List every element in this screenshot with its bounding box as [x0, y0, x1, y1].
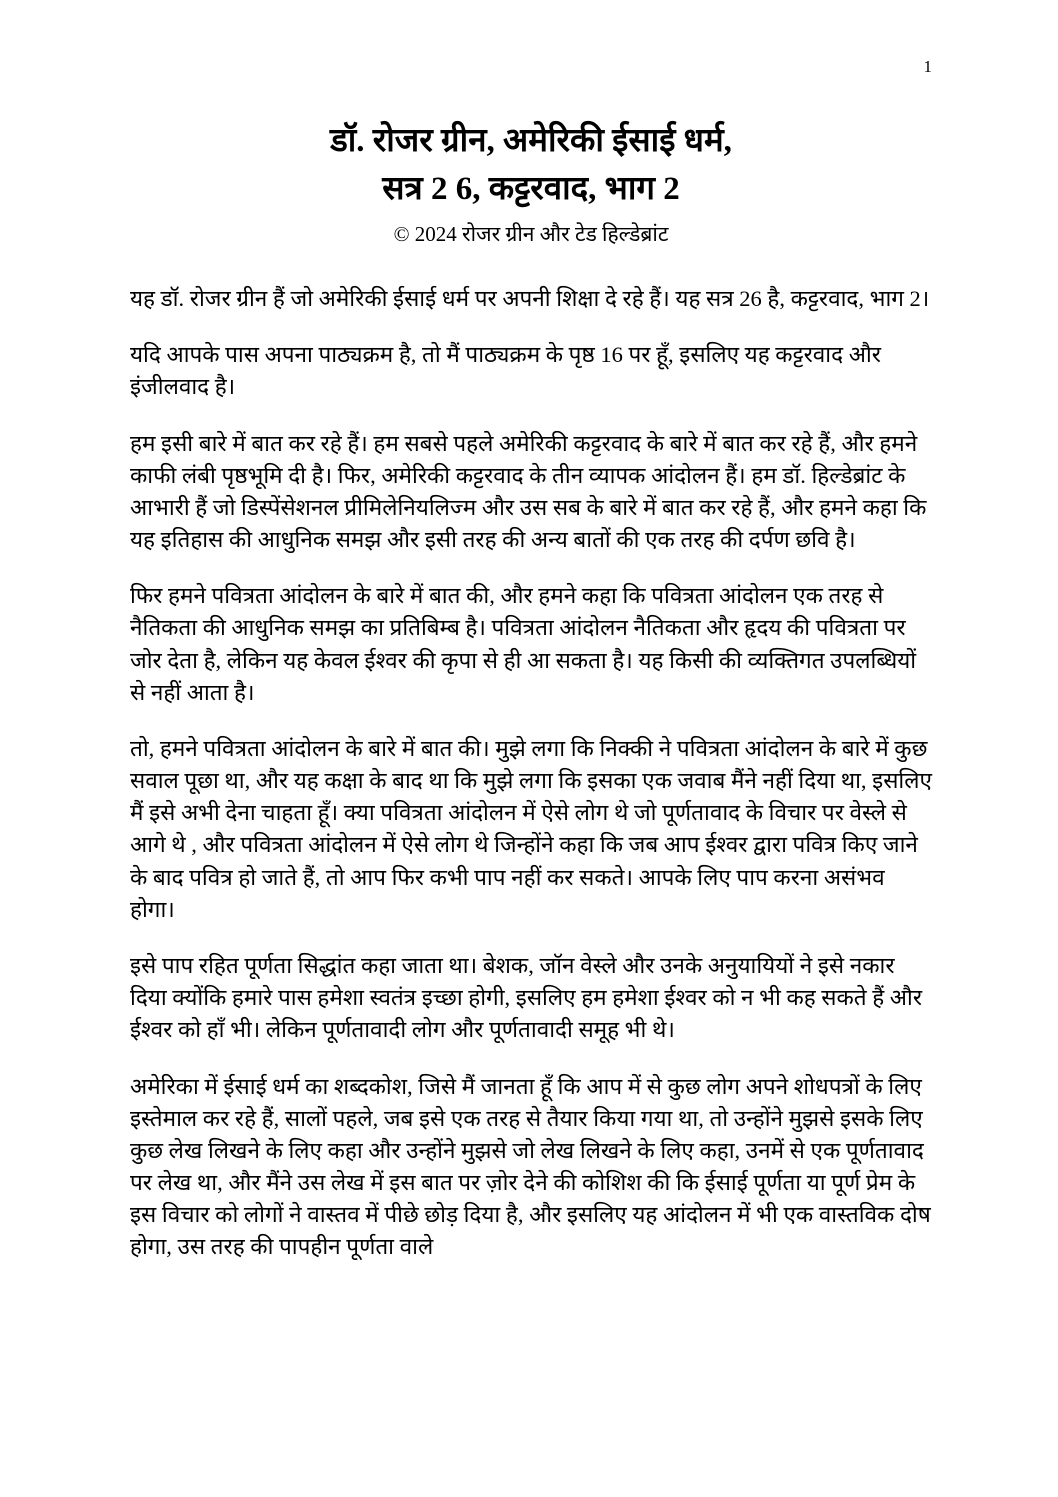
document-title-line-2: सत्र 2 6, कट्टरवाद, भाग 2 — [382, 170, 680, 207]
body-text — [130, 283, 932, 1263]
paragraph-7: अमेरिका में ईसाई धर्म का शब्दकोश, जिसे मैं जानता हूँ कि आप में से कुछ लोग अपने शोधपत्रों के लिए इस्तेमाल कर रहे हैं, सालों पहले, जब इसे एक तरह से तैयार किया गया था, तो उन्होंने मुझसे इसके लिए कुछ लेख लिखने के लिए कहा और उन्होंने मुझसे जो लेख लिखने के लिए कहा, उनमें से एक पूर्णतावाद पर लेख था, और मैंने उस लेख में इस बात पर ज़ोर देने की कोशिश की कि ईसाई पूर्णता या पूर्ण प्रेम के इस विचार को लोगों ने वास्तव में पीछे छोड़ दिया है, और इसलिए यह आंदोलन में भी एक वास्तविक दोष होगा, उस तरह की पापहीन पूर्णता वाले — [130, 1073, 931, 1260]
paragraph-6: इसे पाप रहित पूर्णता सिद्धांत कहा जाता था। बेशक, जॉन वेस्ले और उनके अनुयायियों ने इसे नकार दिया क्योंकि हमारे पास हमेशा स्वतंत्र इच्छा होगी, इसलिए हम हमेशा ईश्वर को न भी कह सकते हैं और ईश्वर को हाँ भी। लेकिन पूर्णतावादी लोग और पूर्णतावादी समूह भी थे। — [130, 953, 923, 1043]
paragraph-4: फिर हमने पवित्रता आंदोलन के बारे में बात की, और हमने कहा कि पवित्रता आंदोलन एक तरह से नैतिकता की आधुनिक समझ का प्रतिबिम्ब है। पवित्रता आंदोलन नैतिकता और हृदय की पवित्रता पर जोर देता है, लेकिन यह केवल ईश्वर की कृपा से ही आ सकता है। यह किसी की व्यक्तिगत उपलब्धियों से नहीं आता है। — [130, 583, 917, 705]
document-title-line-1: डॉ. रोजर ग्रीन, अमेरिकी ईसाई धर्म, — [330, 123, 732, 159]
copyright-line: © 2024 रोजर ग्रीन और टेड हिल्डेब्रांट — [393, 221, 669, 246]
title-block — [130, 118, 932, 249]
page-number: 1 — [923, 57, 932, 76]
paragraph-2: यदि आपके पास अपना पाठ्यक्रम है, तो मैं पाठ्यक्रम के पृष्ठ 16 पर हूँ, इसलिए यह कट्टरवाद और इंजीलवाद है। — [130, 342, 881, 400]
paragraph-3: हम इसी बारे में बात कर रहे हैं। हम सबसे पहले अमेरिकी कट्टरवाद के बारे में बात कर रहे हैं, और हमने काफी लंबी पृष्ठभूमि दी है। फिर, अमेरिकी कट्टरवाद के तीन व्यापक आंदोलन हैं। हम डॉ. हिल्डेब्रांट के आभारी हैं जो डिस्पेंसेशनल प्रीमिलेनियलिज्म और उस सब के बारे में बात कर रहे हैं, और हमने कहा कि यह इतिहास की आधुनिक समझ और इसी तरह की अन्य बातों की एक तरह की दर्पण छवि है। — [130, 430, 927, 553]
paragraph-1: यह डॉ. रोजर ग्रीन हैं जो अमेरिकी ईसाई धर्म पर अपनी शिक्षा दे रहे हैं। यह सत्र 26 है, कट्टरवाद, भाग 2। — [130, 286, 930, 312]
paragraph-5: तो, हमने पवित्रता आंदोलन के बारे में बात की। मुझे लगा कि निक्की ने पवित्रता आंदोलन के बारे में कुछ सवाल पूछा था, और यह कक्षा के बाद था कि मुझे लगा कि इसका एक जवाब मैंने नहीं दिया था, इसलिए मैं इसे अभी देना चाहता हूँ। क्या पवित्रता आंदोलन में ऐसे लोग थे जो पूर्णतावाद के विचार पर वेस्ले से आगे थे , और पवित्रता आंदोलन में ऐसे लोग थे जिन्होंने कहा कि जब आप ईश्वर द्वारा पवित्र किए जाने के बाद पवित्र हो जाते हैं, तो आप फिर कभी पाप नहीं कर सकते। आपके लिए पाप करना असंभव होगा। — [130, 735, 932, 922]
